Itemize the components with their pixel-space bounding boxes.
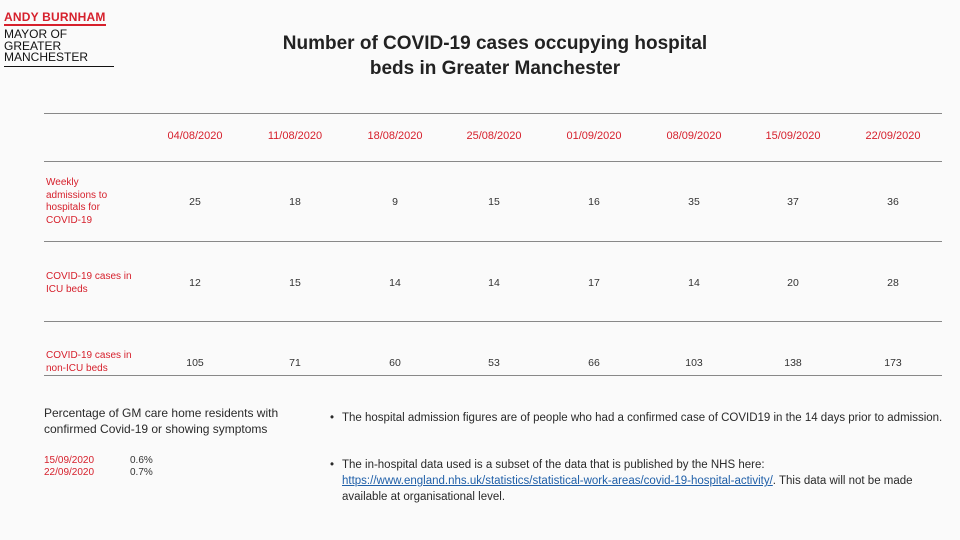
column-header-date: 04/08/2020 [167, 130, 223, 142]
care-home-value: 0.7% [130, 467, 153, 478]
row-1-rule [44, 241, 942, 242]
table-top-rule [44, 113, 942, 114]
table-cell: 16 [588, 196, 600, 208]
table-cell: 17 [588, 277, 600, 289]
note-admission-figures [330, 410, 952, 426]
table-cell: 173 [884, 357, 902, 369]
logo-name: ANDY BURNHAM [4, 10, 106, 24]
row-label-weekly-admissions: Weekly admissions to hospitals for COVID-19 [46, 177, 108, 226]
table-cell: 20 [787, 277, 799, 289]
logo [4, 8, 114, 67]
table-cell: 103 [685, 357, 703, 369]
bullet: • [330, 459, 335, 471]
table-cell: 14 [488, 277, 500, 289]
column-header-date: 25/08/2020 [466, 130, 522, 142]
nhs-statistics-link[interactable]: https://www.england.nhs.uk/statistics/statistical-work-areas/covid-19-hospital-activity/ [342, 475, 773, 487]
table-cell: 25 [189, 196, 201, 208]
logo-role: MAYOR OF GREATER MANCHESTER [4, 29, 114, 67]
table-cell: 53 [488, 357, 500, 369]
header-rule [44, 161, 942, 162]
row-label-non-icu-beds: COVID-19 cases in non-ICU beds [46, 350, 132, 374]
title-line-2: beds in Greater Manchester [369, 58, 621, 79]
row-2-rule [44, 321, 942, 322]
care-home-date: 22/09/2020 [44, 467, 95, 478]
table-cell: 28 [887, 277, 899, 289]
column-header-date: 11/08/2020 [267, 130, 323, 142]
note-text: The hospital admission figures are of people who had a confirmed case of COVID19 in the 14 days prior to admission. [342, 412, 943, 424]
page-title [170, 31, 820, 81]
column-header-date: 18/08/2020 [367, 130, 423, 142]
note-text: . This data will not be made available at organisational level. [342, 475, 913, 503]
care-home-title: Percentage of GM care home residents with confirmed Covid-19 or showing symptoms [44, 406, 279, 436]
note-in-hospital-data [330, 457, 952, 505]
title-line-1: Number of COVID-19 cases occupying hospital [282, 33, 708, 54]
table-cell: 35 [688, 196, 700, 208]
care-home-date: 15/09/2020 [44, 455, 95, 466]
column-header-date: 01/09/2020 [566, 130, 622, 142]
care-home-value: 0.6% [130, 455, 153, 466]
table-cell: 105 [186, 357, 204, 369]
table-cell: 15 [488, 196, 500, 208]
table-cell: 60 [389, 357, 401, 369]
table-cell: 37 [787, 196, 799, 208]
table-cell: 138 [784, 357, 802, 369]
table-cell: 14 [688, 277, 700, 289]
table-cell: 71 [289, 357, 301, 369]
table-cell: 36 [887, 196, 899, 208]
column-header-date: 15/09/2020 [765, 130, 821, 142]
table-cell: 12 [189, 277, 201, 289]
column-header-date: 22/09/2020 [865, 130, 921, 142]
table-bottom-rule [44, 375, 942, 376]
column-header-date: 08/09/2020 [666, 130, 722, 142]
row-label-icu-beds: COVID-19 cases in ICU beds [46, 271, 132, 295]
note-text: The in-hospital data used is a subset of the data that is published by the NHS here: [342, 459, 765, 471]
bullet: • [330, 412, 335, 424]
table-cell: 9 [392, 196, 398, 208]
table-cell: 18 [289, 196, 301, 208]
table-cell: 66 [588, 357, 600, 369]
table-cell: 15 [289, 277, 301, 289]
table-cell: 14 [389, 277, 401, 289]
